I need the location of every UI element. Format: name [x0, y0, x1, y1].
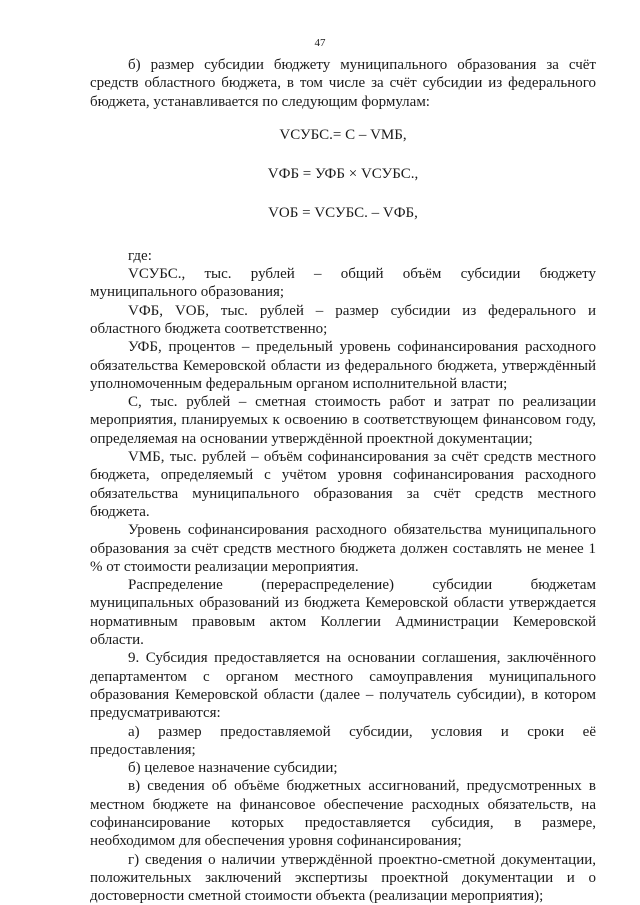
list-item-a: а) размер предоставляемой субсидии, условия и сроки её предоставления;: [90, 723, 596, 758]
document-body: [90, 56, 596, 905]
paragraph-cofinancing-level: Уровень софинансирования расходного обязательства муниципального образования за счёт средств местного бюджета должен составлять не менее 1 % от стоимости реализации мероприятия.: [90, 522, 596, 575]
definition-item: VСУБС., тыс. рублей – общий объём субсидии бюджету муниципального образования;: [90, 266, 596, 301]
formula-total-subsidy: VСУБС.= С – VМБ,: [279, 126, 407, 143]
definition-item: VФБ, VОБ, тыс. рублей – размер субсидии из федерального и областного бюджета соответственно;: [90, 302, 596, 337]
list-item-g: г) сведения о наличии утверждённой проектно-сметной документации, положительных заключений экспертизы проектной документации и о достоверности сметной стоимости объекта (реализации мероприятия);: [90, 851, 596, 905]
definition-item: VМБ, тыс. рублей – объём софинансирования за счёт средств местного бюджета, определяемый с учётом уровня софинансирования расходного обязательства муниципального образования за счёт средств местного бюджета.: [90, 449, 596, 520]
definition-item: С, тыс. рублей – сметная стоимость работ и затрат по реализации мероприятия, планируемых к освоению в соответствующем финансовом году, определяемая на основании утверждённой проектной документации;: [90, 394, 596, 447]
where-label: где:: [128, 247, 152, 264]
paragraph-intro: б) размер субсидии бюджету муниципального образования за счёт средств областного бюджета, в том числе за счёт субсидии из федерального бюджета, устанавливается по следующим формулам:: [90, 57, 596, 110]
paragraph-clause-9: 9. Субсидия предоставляется на основании соглашения, заключённого департаментом с органом местного самоуправления муниципального образования Кемеровской области (далее – получатель субсидии), в котором предусматриваются:: [90, 650, 596, 722]
list-item-v: в) сведения об объёме бюджетных ассигнований, предусмотренных в местном бюджете на финансовое обеспечение расходных обязательств, на софинансирование которых предоставляется субсидия, в размере, необходимом для обеспечения уровня софинансирования;: [90, 778, 596, 850]
page-number: 47: [314, 37, 326, 49]
formula-regional-subsidy: VОБ = VСУБС. – VФБ,: [268, 205, 418, 222]
paragraph-distribution: Распределение (перераспределение) субсидии бюджетам муниципальных образований из бюджета Кемеровской области утверждается нормативным правовым актом Коллегии Администрации Кемеровской области.: [90, 577, 596, 649]
definition-item: УФБ, процентов – предельный уровень софинансирования расходного обязательства Кемеровской области из федерального бюджета, утверждённый уполномоченным федеральным органом исполнительной власти;: [90, 339, 596, 392]
list-item-b: б) целевое назначение субсидии;: [128, 760, 338, 777]
formula-federal-subsidy: VФБ = УФБ × VСУБС.,: [267, 166, 419, 183]
